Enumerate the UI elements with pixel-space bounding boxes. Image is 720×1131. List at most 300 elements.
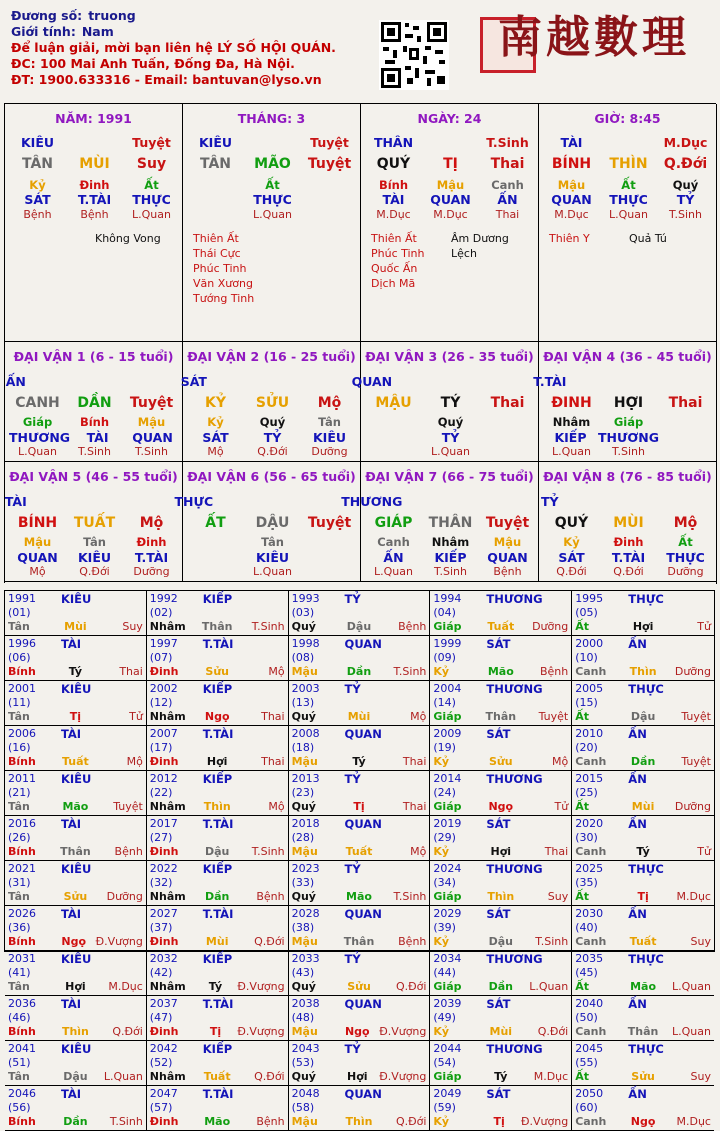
pillar-cell: Suy bbox=[136, 156, 167, 172]
year-stage: Thai bbox=[402, 755, 427, 768]
year-cell[interactable] bbox=[430, 1041, 572, 1086]
year-row-bottom bbox=[433, 710, 568, 724]
dai-van-cell: Mộ bbox=[29, 565, 46, 578]
year-god: TÀI bbox=[60, 637, 82, 651]
year-label: 2028 (38) bbox=[291, 907, 320, 934]
pillar-cell: M.Dục bbox=[376, 208, 411, 221]
year-stem: Canh bbox=[575, 845, 607, 858]
year-cell[interactable] bbox=[572, 726, 714, 771]
year-row-top bbox=[292, 997, 427, 1025]
star-name: Văn Xương bbox=[193, 277, 253, 290]
year-row-bottom bbox=[8, 890, 143, 904]
dai-van-star-row bbox=[0, 373, 180, 390]
year-god: ẤN bbox=[628, 817, 647, 831]
year-label: 1997 (07) bbox=[149, 637, 178, 664]
year-cell[interactable] bbox=[572, 816, 714, 861]
pillar-cell: THỰC bbox=[132, 192, 171, 207]
year-row-top bbox=[292, 952, 427, 980]
year-cell[interactable] bbox=[289, 996, 431, 1041]
year-god: QUAN bbox=[344, 817, 382, 831]
dai-van-cell: SỬU bbox=[255, 395, 290, 411]
year-stage: Tuyệt bbox=[681, 755, 711, 768]
year-cell[interactable] bbox=[5, 771, 147, 816]
pillar-cell bbox=[187, 192, 244, 207]
dai-van-cell: MẬU bbox=[375, 395, 412, 411]
year-branch: Dậu bbox=[63, 1070, 88, 1083]
year-god: SÁT bbox=[486, 907, 511, 921]
dai-van-title: ĐẠI VẬN 2 (16 - 25 tuổi) bbox=[187, 349, 356, 364]
year-cell[interactable] bbox=[430, 726, 572, 771]
year-row-bottom bbox=[433, 1070, 568, 1084]
year-stem: Quý bbox=[291, 620, 316, 633]
year-stage: L.Quan bbox=[529, 980, 569, 993]
dai-van-cell: L.Quan bbox=[374, 565, 413, 578]
year-label: 2012 (22) bbox=[149, 772, 178, 799]
dai-van-cell: KIẾP bbox=[434, 550, 467, 565]
year-god: THƯƠNG bbox=[486, 952, 543, 966]
year-god: TÀI bbox=[60, 817, 82, 831]
dai-van-title: ĐẠI VẬN 3 (26 - 35 tuổi) bbox=[365, 349, 534, 364]
year-label: 1995 (05) bbox=[575, 592, 604, 619]
year-row-bottom bbox=[150, 665, 285, 679]
dai-van-cell: QUAN bbox=[17, 550, 58, 565]
dai-van-5 bbox=[5, 462, 183, 582]
year-cell[interactable] bbox=[147, 1041, 289, 1086]
dai-van-cell: QUAN bbox=[351, 374, 393, 389]
gender-label: Giới tính: bbox=[11, 24, 76, 39]
year-label: 2048 (58) bbox=[291, 1087, 320, 1114]
year-cell[interactable] bbox=[147, 816, 289, 861]
year-label: 2029 (39) bbox=[433, 907, 462, 934]
year-row-top bbox=[575, 727, 711, 755]
dai-van-cell: T.TÀI bbox=[134, 550, 169, 565]
dai-van-stage-row bbox=[9, 565, 180, 579]
year-god: ẤN bbox=[628, 997, 647, 1011]
year-cell[interactable] bbox=[430, 771, 572, 816]
year-branch: Thìn bbox=[345, 1115, 373, 1128]
year-stem: Bính bbox=[8, 1025, 36, 1038]
year-row-bottom bbox=[575, 845, 711, 859]
year-cell[interactable] bbox=[572, 861, 714, 906]
dai-van-cell bbox=[227, 493, 293, 510]
pillar-cell: Thai bbox=[495, 208, 520, 221]
year-cell[interactable] bbox=[572, 906, 714, 951]
year-stage: Bệnh bbox=[256, 890, 285, 903]
year-row-bottom bbox=[8, 845, 143, 859]
year-label: 2016 (26) bbox=[8, 817, 36, 844]
year-row-bottom bbox=[150, 710, 285, 724]
year-cell[interactable] bbox=[5, 726, 147, 771]
year-row-bottom bbox=[433, 845, 568, 859]
year-cell[interactable] bbox=[572, 1041, 714, 1086]
year-stage: Đ.Vượng bbox=[379, 1070, 427, 1083]
pillar-row-r2 bbox=[543, 154, 714, 174]
year-cell[interactable] bbox=[147, 1086, 289, 1131]
year-branch: Thân bbox=[60, 845, 91, 858]
pillar-row-r1 bbox=[9, 134, 180, 151]
year-branch: Tuất bbox=[487, 620, 515, 633]
address-text: ĐC: 100 Mai Anh Tuấn, Đống Đa, Hà Nội. bbox=[11, 56, 295, 71]
year-god: QUAN bbox=[344, 907, 382, 921]
year-row-top bbox=[433, 862, 568, 890]
year-cell[interactable] bbox=[430, 681, 572, 726]
year-cell[interactable] bbox=[430, 1086, 572, 1131]
year-label: 2040 (50) bbox=[575, 997, 604, 1024]
year-label: 2009 (19) bbox=[433, 727, 462, 754]
year-branch: Tý bbox=[208, 980, 223, 993]
year-branch: Mão bbox=[204, 1115, 231, 1128]
year-cell[interactable] bbox=[5, 1086, 147, 1131]
year-label: 2004 (14) bbox=[433, 682, 462, 709]
dai-van-hidden-row bbox=[187, 414, 358, 431]
year-cell[interactable] bbox=[147, 996, 289, 1041]
year-stage: Tử bbox=[554, 800, 569, 813]
dai-van-title: ĐẠI VẬN 5 (46 - 55 tuổi) bbox=[9, 469, 178, 484]
year-branch: Sửu bbox=[205, 665, 229, 678]
year-cell[interactable] bbox=[5, 951, 147, 996]
year-label: 2047 (57) bbox=[149, 1087, 178, 1114]
dai-van-cell: Đinh bbox=[136, 535, 167, 549]
year-god: ẤN bbox=[628, 772, 647, 786]
pillar-note: Quả Tú bbox=[629, 232, 667, 245]
dai-van-cell: L.Quan bbox=[431, 445, 470, 458]
dai-van-cell: QUAN bbox=[132, 430, 173, 445]
year-label: 1999 (09) bbox=[433, 637, 462, 664]
year-cell[interactable] bbox=[147, 636, 289, 681]
year-stem: Đinh bbox=[149, 1115, 179, 1128]
year-stage: Đ.Vượng bbox=[520, 1115, 569, 1128]
dai-van-cell: SÁT bbox=[202, 430, 229, 445]
year-god: SÁT bbox=[486, 637, 511, 651]
year-cell[interactable] bbox=[289, 726, 431, 771]
year-stage: Tuyệt bbox=[538, 710, 569, 723]
year-stem: Ất bbox=[575, 890, 589, 903]
year-branch: Hợi bbox=[206, 755, 228, 768]
dai-van-pillar-row bbox=[9, 393, 180, 413]
year-cell[interactable] bbox=[289, 951, 431, 996]
year-cell[interactable] bbox=[147, 726, 289, 771]
dai-van-hidden-row bbox=[9, 414, 180, 431]
year-cell[interactable] bbox=[147, 861, 289, 906]
dai-van-title: ĐẠI VẬN 7 (66 - 75 tuổi) bbox=[365, 469, 534, 484]
pillar-cell: Ất bbox=[621, 178, 636, 192]
year-cell[interactable] bbox=[289, 1086, 431, 1131]
year-cell[interactable] bbox=[147, 681, 289, 726]
dai-van-cell: QUAN bbox=[487, 550, 528, 565]
dai-van-hidden-row bbox=[9, 534, 180, 551]
pillar-note: Không Vong bbox=[95, 232, 161, 245]
year-stage: Tử bbox=[697, 620, 711, 633]
name-value: truong bbox=[88, 8, 136, 23]
year-row-top bbox=[150, 1042, 285, 1070]
pillar-row-r2 bbox=[9, 154, 180, 174]
dai-van-cell: Mậu bbox=[493, 535, 522, 549]
year-stage: Thai bbox=[119, 665, 143, 678]
pillar-cell: Bệnh bbox=[80, 208, 109, 221]
year-stem: Bính bbox=[8, 845, 36, 858]
year-cell[interactable] bbox=[572, 771, 714, 816]
year-god: QUAN bbox=[344, 997, 382, 1011]
dai-van-cell: MÙI bbox=[613, 515, 644, 531]
year-row-top bbox=[8, 1087, 143, 1115]
year-cell[interactable] bbox=[289, 861, 431, 906]
pillar-cell bbox=[600, 134, 657, 151]
year-stage: Đ.Vượng bbox=[95, 935, 143, 948]
year-cell[interactable] bbox=[5, 861, 147, 906]
dai-van-cell: CANH bbox=[15, 395, 60, 411]
year-row-bottom bbox=[433, 755, 568, 769]
year-cell[interactable] bbox=[430, 591, 572, 636]
year-branch: Hợi bbox=[347, 1070, 368, 1083]
year-cell[interactable] bbox=[572, 1086, 714, 1131]
dai-van-1 bbox=[5, 342, 183, 462]
year-row-bottom bbox=[150, 1115, 285, 1129]
year-stem: Ất bbox=[575, 800, 589, 813]
year-row-top bbox=[433, 682, 568, 710]
year-stage: Suy bbox=[690, 1070, 711, 1083]
name-label: Đương số: bbox=[11, 8, 83, 23]
year-label: 2020 (30) bbox=[575, 817, 604, 844]
dai-van-cell: SÁT bbox=[558, 550, 585, 565]
year-label: 2017 (27) bbox=[149, 817, 178, 844]
star-name: Thiên Ất bbox=[371, 232, 417, 245]
dai-van-cell: Thai bbox=[490, 395, 525, 411]
year-stage: Suy bbox=[690, 935, 711, 948]
year-branch: Mão bbox=[630, 980, 657, 993]
year-cell[interactable] bbox=[5, 681, 147, 726]
year-god: KIÊU bbox=[60, 1042, 92, 1056]
dai-van-cell: T.Sinh bbox=[78, 445, 111, 458]
year-god: THỰC bbox=[628, 862, 664, 876]
year-cell[interactable] bbox=[430, 996, 572, 1041]
year-stem: Đinh bbox=[149, 665, 179, 678]
year-stage: Bệnh bbox=[114, 845, 143, 858]
year-branch: Hợi bbox=[632, 620, 654, 633]
pillar-row-r5 bbox=[9, 208, 180, 222]
year-cell[interactable] bbox=[572, 591, 714, 636]
year-cell[interactable] bbox=[5, 996, 147, 1041]
dai-van-cell: L.Quan bbox=[18, 445, 57, 458]
year-row-bottom bbox=[575, 1115, 711, 1129]
year-stem: Canh bbox=[575, 935, 607, 948]
dai-van-cell: ẤN bbox=[5, 374, 26, 389]
star-name: Phúc Tinh bbox=[193, 262, 247, 275]
pillar-cell: THÌN bbox=[609, 156, 648, 172]
year-branch: Tị bbox=[493, 1115, 505, 1128]
year-stage: Suy bbox=[547, 890, 569, 903]
year-cell[interactable] bbox=[572, 681, 714, 726]
pillar-row-r4 bbox=[187, 192, 358, 207]
dai-van-cell: THÂN bbox=[428, 515, 473, 531]
pillar-cell: TÀI bbox=[560, 135, 583, 150]
year-branch: Tuất bbox=[345, 845, 373, 858]
year-branch: Tý bbox=[494, 1070, 508, 1083]
dai-van-cell bbox=[583, 373, 649, 390]
year-stage: T.Sinh bbox=[251, 845, 285, 858]
dai-van-god-row bbox=[9, 430, 180, 445]
dai-van-cell bbox=[365, 430, 422, 445]
dai-van-cell: Quý bbox=[437, 415, 464, 429]
year-stage: Tử bbox=[129, 710, 143, 723]
year-stem: Giáp bbox=[433, 710, 462, 723]
dai-van-cell: Tân bbox=[83, 535, 106, 549]
qr-code-icon[interactable] bbox=[379, 20, 449, 90]
dai-van-star-row bbox=[517, 493, 714, 510]
year-cell[interactable] bbox=[147, 906, 289, 951]
year-god: T.TÀI bbox=[202, 817, 234, 831]
year-label: 2045 (55) bbox=[575, 1042, 604, 1069]
year-cell[interactable] bbox=[289, 771, 431, 816]
year-row-bottom bbox=[575, 1025, 711, 1039]
year-cell[interactable] bbox=[147, 771, 289, 816]
year-god: ẤN bbox=[628, 907, 647, 921]
year-stem: Mậu bbox=[291, 935, 318, 948]
year-cell[interactable] bbox=[289, 591, 431, 636]
dai-van-cell: THƯƠNG bbox=[341, 494, 403, 509]
year-cell[interactable] bbox=[289, 906, 431, 951]
year-row-top bbox=[150, 772, 285, 800]
year-branch: Tý bbox=[636, 845, 650, 858]
year-god: THƯƠNG bbox=[486, 592, 543, 606]
year-cell[interactable] bbox=[289, 681, 431, 726]
dai-van-cell: L.Quan bbox=[552, 445, 591, 458]
year-row-top bbox=[292, 592, 427, 620]
year-branch: Dần bbox=[630, 755, 656, 768]
year-cell[interactable] bbox=[430, 636, 572, 681]
year-god: THƯƠNG bbox=[486, 862, 543, 876]
year-cell[interactable] bbox=[289, 816, 431, 861]
year-cell[interactable] bbox=[147, 591, 289, 636]
year-branch: Thìn bbox=[629, 665, 657, 678]
dai-van-cell bbox=[479, 430, 536, 445]
year-cell[interactable] bbox=[430, 816, 572, 861]
dai-van-cell bbox=[49, 493, 115, 510]
year-branch: Tị bbox=[637, 890, 649, 903]
year-branch: Mão bbox=[346, 890, 372, 903]
dai-van-cell bbox=[227, 373, 293, 390]
dai-van-cell bbox=[479, 445, 536, 459]
year-god: KIÊU bbox=[60, 772, 92, 786]
year-cell[interactable] bbox=[5, 906, 147, 951]
year-stage: M.Dục bbox=[676, 890, 711, 903]
year-row-top bbox=[433, 907, 568, 935]
year-cell[interactable] bbox=[5, 636, 147, 681]
dai-van-cell: Dưỡng bbox=[667, 565, 704, 578]
year-stage: Q.Đới bbox=[254, 935, 285, 948]
pillar-cell: L.Quan bbox=[132, 208, 171, 221]
dai-van-star-row bbox=[339, 493, 536, 510]
pillar-cell: MÙI bbox=[79, 156, 110, 172]
year-cell[interactable] bbox=[572, 996, 714, 1041]
year-stage: M.Dục bbox=[676, 1115, 711, 1128]
year-cell[interactable] bbox=[289, 1041, 431, 1086]
dai-van-pillar-row bbox=[365, 513, 536, 533]
year-cell[interactable] bbox=[430, 951, 572, 996]
year-label: 2019 (29) bbox=[433, 817, 462, 844]
year-branch: Sửu bbox=[631, 1070, 655, 1083]
year-stage: Bệnh bbox=[398, 620, 427, 633]
year-stage: Tuyệt bbox=[681, 710, 711, 723]
year-cell[interactable] bbox=[5, 1041, 147, 1086]
dai-van-6 bbox=[174, 462, 361, 582]
year-stage: Tử bbox=[697, 845, 711, 858]
year-god: ẤN bbox=[628, 727, 647, 741]
pillar-row-r2 bbox=[365, 154, 536, 174]
year-cell[interactable] bbox=[5, 816, 147, 861]
dai-van-cell: Dưỡng bbox=[133, 565, 170, 578]
year-stage: Dưỡng bbox=[532, 620, 569, 633]
year-stem: Tân bbox=[8, 1070, 30, 1083]
year-row-bottom bbox=[292, 935, 427, 949]
star-name: Phúc Tinh bbox=[371, 247, 425, 260]
star-name: Thái Cực bbox=[193, 247, 241, 260]
year-stage: T.Sinh bbox=[251, 620, 285, 633]
year-row-top bbox=[575, 997, 711, 1025]
year-cell[interactable] bbox=[572, 951, 714, 996]
pillar-cell: Bính bbox=[378, 178, 409, 192]
year-row-bottom bbox=[575, 890, 711, 904]
dai-van-cell: KIÊU bbox=[312, 430, 347, 445]
year-god: THƯƠNG bbox=[486, 682, 543, 696]
dai-van-cell bbox=[405, 493, 471, 510]
year-cell[interactable] bbox=[430, 861, 572, 906]
year-god: TÀI bbox=[60, 727, 82, 741]
pillar-title: GIỜ: 8:45 bbox=[594, 111, 661, 126]
year-cell[interactable] bbox=[5, 591, 147, 636]
year-label: 2010 (20) bbox=[575, 727, 604, 754]
year-branch: Tý bbox=[352, 755, 366, 768]
year-stem: Tân bbox=[8, 980, 30, 993]
year-row-top bbox=[433, 1087, 568, 1115]
year-stage: Q.Đới bbox=[395, 980, 427, 993]
year-label: 1991 (01) bbox=[8, 592, 36, 619]
year-cell[interactable] bbox=[147, 951, 289, 996]
dai-van-cell bbox=[301, 550, 358, 565]
year-label: 2034 (44) bbox=[433, 952, 462, 979]
pillar-cell: Mậu bbox=[436, 178, 465, 192]
brand-logo: 南越數理 bbox=[498, 12, 690, 63]
dai-van-cell bbox=[301, 565, 358, 579]
year-cell[interactable] bbox=[430, 906, 572, 951]
year-stage: T.Sinh bbox=[393, 890, 427, 903]
year-god: SÁT bbox=[486, 727, 511, 741]
year-stem: Kỷ bbox=[433, 1025, 450, 1038]
pillar-row-r2 bbox=[187, 154, 358, 174]
year-row-bottom bbox=[292, 1070, 427, 1084]
year-row-bottom bbox=[8, 800, 143, 814]
year-cell[interactable] bbox=[289, 636, 431, 681]
dai-van-pillar-row bbox=[187, 393, 358, 413]
dai-van-cell: SÁT bbox=[180, 374, 207, 389]
year-stem: Ất bbox=[575, 620, 589, 633]
year-branch: Mùi bbox=[631, 800, 655, 813]
year-god: THỰC bbox=[628, 952, 664, 966]
year-row-top bbox=[150, 1087, 285, 1115]
year-stem: Bính bbox=[8, 665, 36, 678]
year-cell[interactable] bbox=[572, 636, 714, 681]
year-row-top bbox=[150, 727, 285, 755]
year-label: 2022 (32) bbox=[149, 862, 178, 889]
dai-van-stage-row bbox=[187, 565, 358, 579]
pillar-cell: L.Quan bbox=[609, 208, 648, 221]
year-stage: Mộ bbox=[410, 845, 427, 858]
year-stem: Bính bbox=[8, 755, 36, 768]
year-god: T.TÀI bbox=[202, 637, 234, 651]
year-god: KIÊU bbox=[60, 592, 92, 606]
year-stage: T.Sinh bbox=[109, 1115, 143, 1128]
pillar-stars bbox=[549, 231, 590, 246]
year-branch: Ngọ bbox=[630, 1115, 656, 1128]
